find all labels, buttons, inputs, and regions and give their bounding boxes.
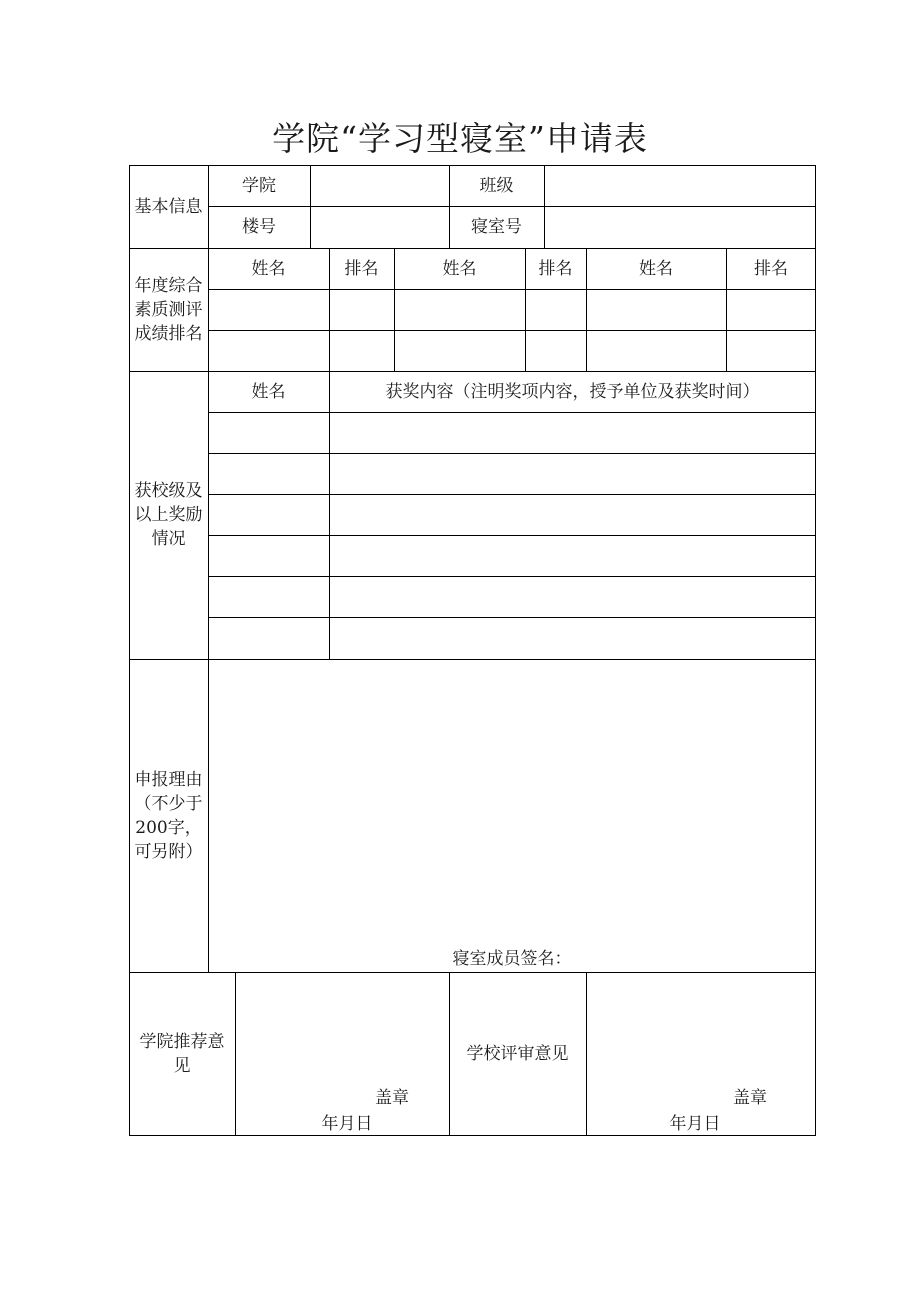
awards-label: 获校级及以上奖励情况 — [134, 481, 203, 549]
awards-name-header: 姓名 — [251, 381, 286, 402]
award-name-field[interactable] — [209, 454, 329, 494]
school-opinion-label: 学校评审意见 — [466, 1044, 569, 1064]
award-name-field[interactable] — [209, 536, 329, 576]
ranking-name-field[interactable] — [587, 290, 726, 330]
school-opinion-field[interactable] — [587, 973, 815, 1083]
ranking-rank-header: 排名 — [754, 258, 788, 279]
award-name-field[interactable] — [209, 618, 329, 659]
reason-label: 申报理由（不少于200字，可另附） — [134, 769, 203, 862]
ranking-rank-header: 排名 — [344, 258, 379, 279]
school-seal-label: 盖章 — [733, 1088, 767, 1108]
ranking-rank-field[interactable] — [526, 331, 586, 371]
room-label: 寝室号 — [471, 217, 522, 237]
college-seal-label: 盖章 — [375, 1088, 409, 1108]
college-date-label: 年月日 — [321, 1113, 373, 1134]
award-name-field[interactable] — [209, 413, 329, 453]
college-opinion-field[interactable] — [236, 973, 449, 1083]
award-content-field[interactable] — [330, 454, 815, 494]
college-field[interactable] — [311, 166, 449, 206]
award-name-field[interactable] — [209, 495, 329, 535]
ranking-rank-header: 排名 — [538, 258, 573, 279]
reason-field[interactable] — [209, 660, 815, 940]
ranking-name-header: 姓名 — [639, 258, 673, 279]
ranking-name-field[interactable] — [395, 331, 525, 371]
class-field[interactable] — [545, 166, 815, 206]
ranking-name-field[interactable] — [209, 290, 329, 330]
award-content-field[interactable] — [330, 413, 815, 453]
ranking-rank-field[interactable] — [330, 331, 394, 371]
ranking-name-field[interactable] — [209, 331, 329, 371]
ranking-rank-field[interactable] — [330, 290, 394, 330]
ranking-name-field[interactable] — [587, 331, 726, 371]
room-field[interactable] — [545, 207, 815, 248]
ranking-rank-field[interactable] — [727, 331, 815, 371]
award-content-field[interactable] — [330, 536, 815, 576]
building-field[interactable] — [311, 207, 449, 248]
ranking-rank-field[interactable] — [526, 290, 586, 330]
ranking-label: 年度综合素质测评成绩排名 — [134, 275, 203, 344]
form-title: 学院“学习型寝室”申请表 — [272, 119, 648, 158]
ranking-rank-field[interactable] — [727, 290, 815, 330]
class-label: 班级 — [479, 175, 514, 196]
basic-info-label: 基本信息 — [134, 196, 203, 217]
ranking-name-field[interactable] — [395, 290, 525, 330]
school-date-label: 年月日 — [669, 1113, 721, 1134]
dorm-signature-label: 寝室成员签名： — [452, 949, 572, 969]
ranking-name-header: 姓名 — [442, 258, 477, 279]
college-label: 学院 — [242, 175, 276, 196]
college-opinion-label: 学院推荐意见 — [139, 1032, 225, 1076]
awards-content-header: 获奖内容（注明奖项内容，授予单位及获奖时间） — [385, 381, 760, 402]
building-label: 楼号 — [242, 217, 276, 237]
award-content-field[interactable] — [330, 577, 815, 617]
award-content-field[interactable] — [330, 495, 815, 535]
award-name-field[interactable] — [209, 577, 329, 617]
award-content-field[interactable] — [330, 618, 815, 659]
ranking-name-header: 姓名 — [251, 258, 286, 279]
